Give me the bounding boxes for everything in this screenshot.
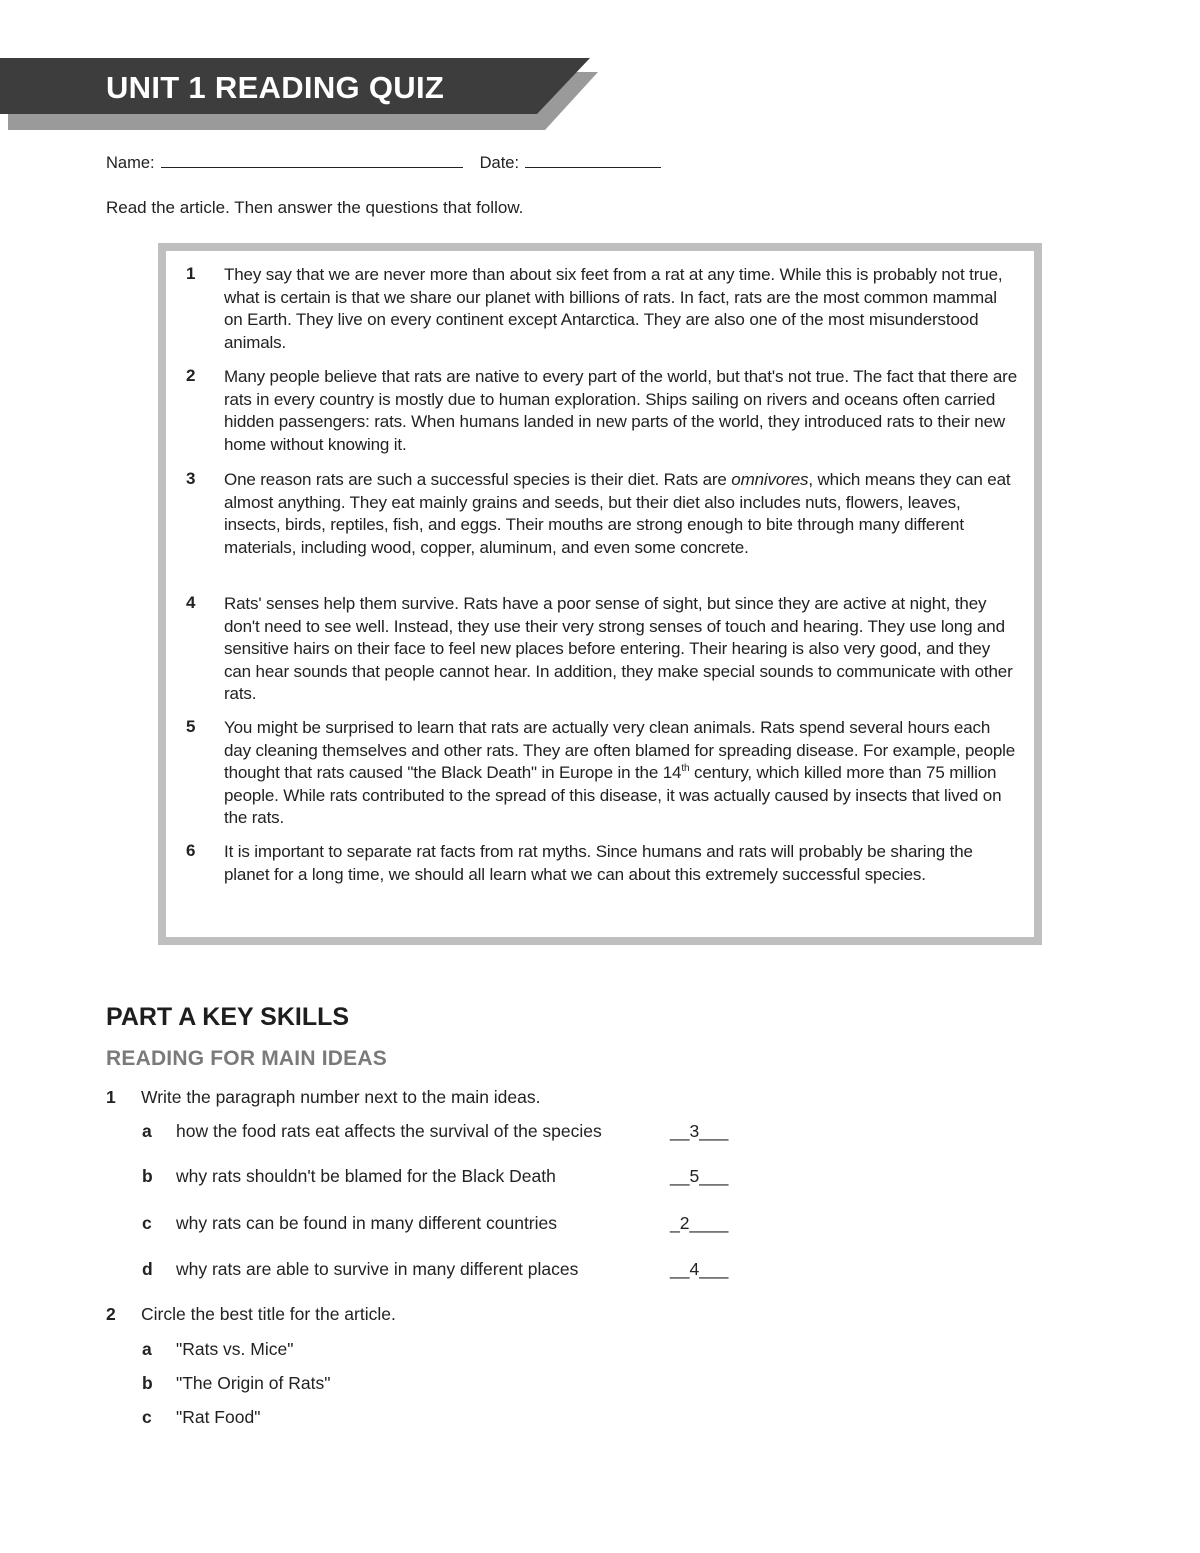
- paragraph-text-part: century, which killed more than 75 million people. While rats contributed to the spread of this disease, it was actually caused by insects that lived on the rats.: [224, 763, 1002, 828]
- paragraph-number: 3: [186, 469, 196, 488]
- option-letter: c: [142, 1407, 152, 1427]
- article-paragraph: [180, 593, 1020, 706]
- article-paragraph: [180, 717, 1020, 830]
- paragraph-text: It is important to separate rat facts from rat myths. Since humans and rats will probably be sharing the planet for a long time, we should all learn what we can about this extremely successful species.: [224, 842, 973, 884]
- date-field[interactable]: [525, 153, 661, 168]
- q1-option-c: [142, 1213, 729, 1234]
- option-text: "Rat Food": [176, 1407, 261, 1427]
- question-number: 2: [106, 1304, 116, 1324]
- article-paragraph: [180, 366, 1020, 456]
- section-subtitle: READING FOR MAIN IDEAS: [106, 1047, 387, 1070]
- ordinal-superscript: th: [681, 763, 690, 775]
- paragraph-text-part: You might be surprised to learn that rats are actually very clean animals. Rats spend several hours each day cleaning themselves and other rats. They are often blamed for spreading disease. For example, people thought that rats caused "the Black Death" in Europe in the 14: [224, 718, 1016, 783]
- q2-option-b[interactable]: [142, 1373, 330, 1394]
- question-number: 1: [106, 1087, 116, 1107]
- paragraph-number: 2: [186, 366, 196, 385]
- option-text: why rats can be found in many different countries: [176, 1213, 558, 1233]
- question-1: [106, 1087, 540, 1108]
- option-letter: d: [142, 1259, 153, 1279]
- option-letter: b: [142, 1166, 153, 1186]
- q1-option-a: [142, 1121, 729, 1142]
- option-text: "Rats vs. Mice": [176, 1339, 294, 1359]
- article-paragraph: [180, 469, 1020, 559]
- option-letter: a: [142, 1339, 152, 1359]
- page-title: UNIT 1 READING QUIZ: [106, 70, 445, 105]
- paragraph-text: [224, 717, 1020, 830]
- option-text: how the food rats eat affects the survival of the species: [176, 1121, 602, 1141]
- answer-blank[interactable]: _2____: [670, 1213, 729, 1233]
- name-label: Name:: [106, 154, 155, 172]
- answer-blank[interactable]: __4___: [670, 1259, 729, 1279]
- name-field[interactable]: [161, 153, 463, 168]
- paragraph-number: 4: [186, 593, 196, 612]
- paragraph-text-part: One reason rats are such a successful species is their diet. Rats are: [224, 470, 732, 489]
- question-prompt: Write the paragraph number next to the main ideas.: [141, 1087, 541, 1107]
- option-letter: b: [142, 1373, 153, 1393]
- paragraph-text-part: , which means they can eat almost anything. They eat mainly grains and seeds, but their diet also includes nuts, flowers, leaves, insects, birds, reptiles, fish, and eggs. Their mouths are strong enough to bite through many different materials, including wood, copper, aluminum, and even some concrete.: [224, 470, 1011, 557]
- name-date-line: [106, 153, 661, 173]
- part-a-title: PART A KEY SKILLS: [106, 1003, 350, 1031]
- paragraph-text: [224, 469, 1020, 559]
- article-box: [158, 243, 1042, 945]
- question-2: [106, 1304, 396, 1325]
- option-text: why rats are able to survive in many different places: [176, 1259, 579, 1279]
- q1-option-b: [142, 1166, 729, 1187]
- option-text: "The Origin of Rats": [176, 1373, 331, 1393]
- paragraph-number: 6: [186, 841, 196, 860]
- article-paragraph: [180, 841, 1020, 886]
- answer-blank[interactable]: __5___: [670, 1166, 729, 1186]
- paragraph-text: Many people believe that rats are native to every part of the world, but that's not true. The fact that there are rats in every country is mostly due to human exploration. Ships sailing on rivers and oceans often carried hidden passengers: rats. When humans landed in new parts of the world, they introduced rats to their new home without knowing it.: [224, 367, 1017, 454]
- q1-option-d: [142, 1259, 729, 1280]
- q2-option-c[interactable]: [142, 1407, 260, 1428]
- date-label: Date:: [479, 154, 520, 172]
- instructions: Read the article. Then answer the questions that follow.: [106, 198, 524, 217]
- paragraph-number: 1: [186, 264, 196, 283]
- paragraph-number: 5: [186, 717, 196, 736]
- title-banner: [0, 58, 610, 130]
- option-text: why rats shouldn't be blamed for the Black Death: [176, 1166, 556, 1186]
- answer-blank[interactable]: __3___: [670, 1121, 729, 1141]
- q2-option-a[interactable]: [142, 1339, 293, 1360]
- paragraph-text: Rats' senses help them survive. Rats have a poor sense of sight, but since they are active at night, they don't need to see well. Instead, they use their very strong senses of touch and hearing. They use long and sensitive hairs on their face to feel new places before entering. Their hearing is also very good, and they can hear sounds that people cannot hear. In addition, they make special sounds to communicate with other rats.: [224, 594, 1013, 704]
- paragraph-text: They say that we are never more than about six feet from a rat at any time. While this is probably not true, what is certain is that we share our planet with billions of rats. In fact, rats are the most common mammal on Earth. They live on every continent except Antarctica. They are also one of the most misunderstood animals.: [224, 265, 1003, 352]
- option-letter: a: [142, 1121, 152, 1141]
- italic-term: omnivores: [731, 470, 809, 489]
- article-paragraph: [180, 264, 1020, 354]
- option-letter: c: [142, 1213, 152, 1233]
- question-prompt: Circle the best title for the article.: [141, 1304, 396, 1324]
